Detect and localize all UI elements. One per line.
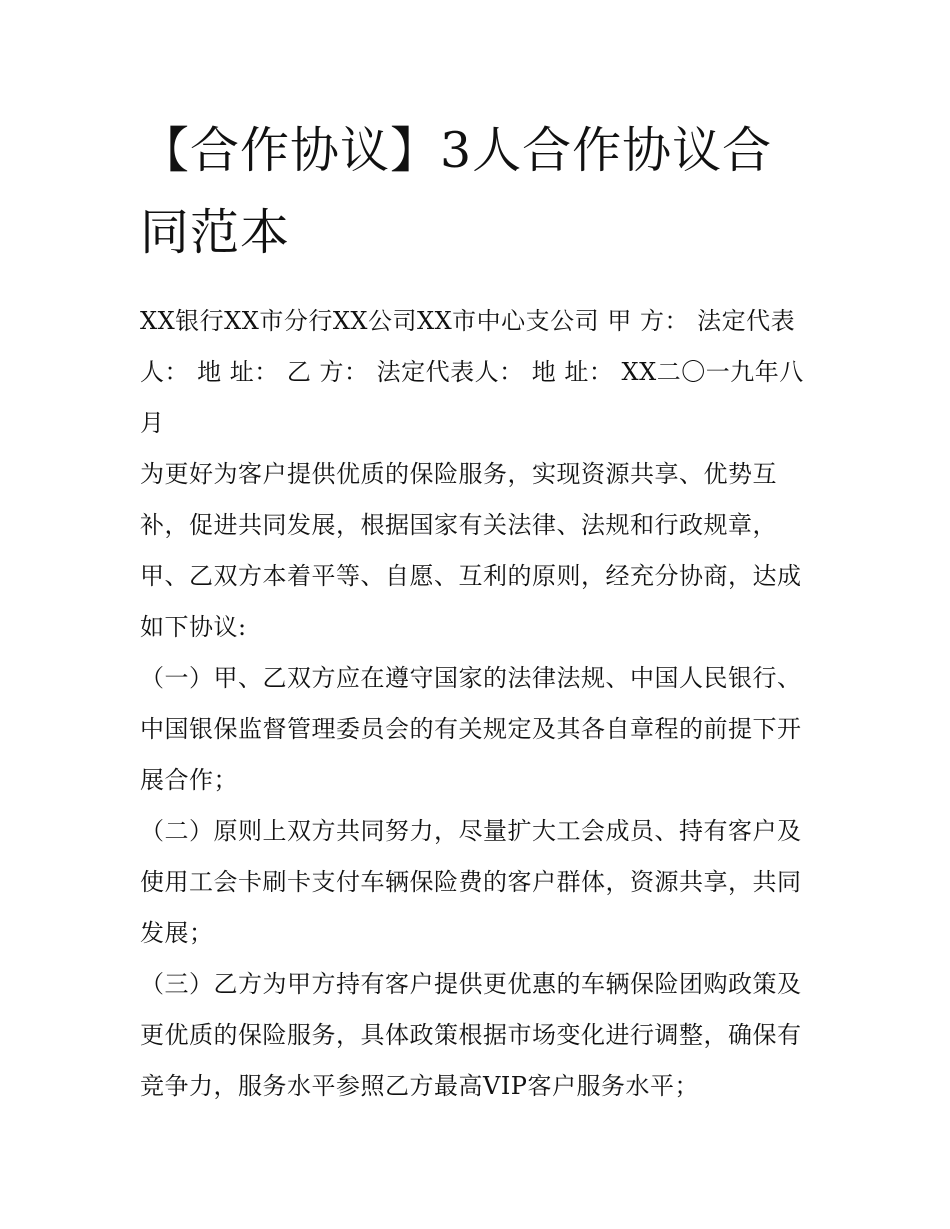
document-title: 【合作协议】3人合作协议合同范本	[140, 122, 773, 261]
clause-3: （三）乙方为甲方持有客户提供更优惠的车辆保险团购政策及更优质的保险服务，具体政策根据市场变化进行调整，确保有竞争力，服务水平参照乙方最高VIP客户服务水平；	[140, 970, 802, 1100]
parties-block: XX银行XX市分行XX公司XX市中心支公司 甲 方： 法定代表人： 地 址： 乙 方： 法定代表人： 地 址： XX二〇一九年八月	[140, 307, 804, 437]
document-page	[140, 110, 820, 1112]
clause-2: （二）原则上双方共同努力，尽量扩大工会成员、持有客户及使用工会卡刷卡支付车辆保险费的客户群体，资源共享，共同发展；	[140, 817, 802, 947]
clause-1: （一）甲、乙双方应在遵守国家的法律法规、中国人民银行、中国银保监督管理委员会的有关规定及其各自章程的前提下开展合作；	[140, 664, 802, 794]
intro-paragraph: 为更好为客户提供优质的保险服务，实现资源共享、优势互补，促进共同发展，根据国家有关法律、法规和行政规章，甲、乙双方本着平等、自愿、互利的原则，经充分协商，达成如下协议:	[140, 460, 802, 641]
